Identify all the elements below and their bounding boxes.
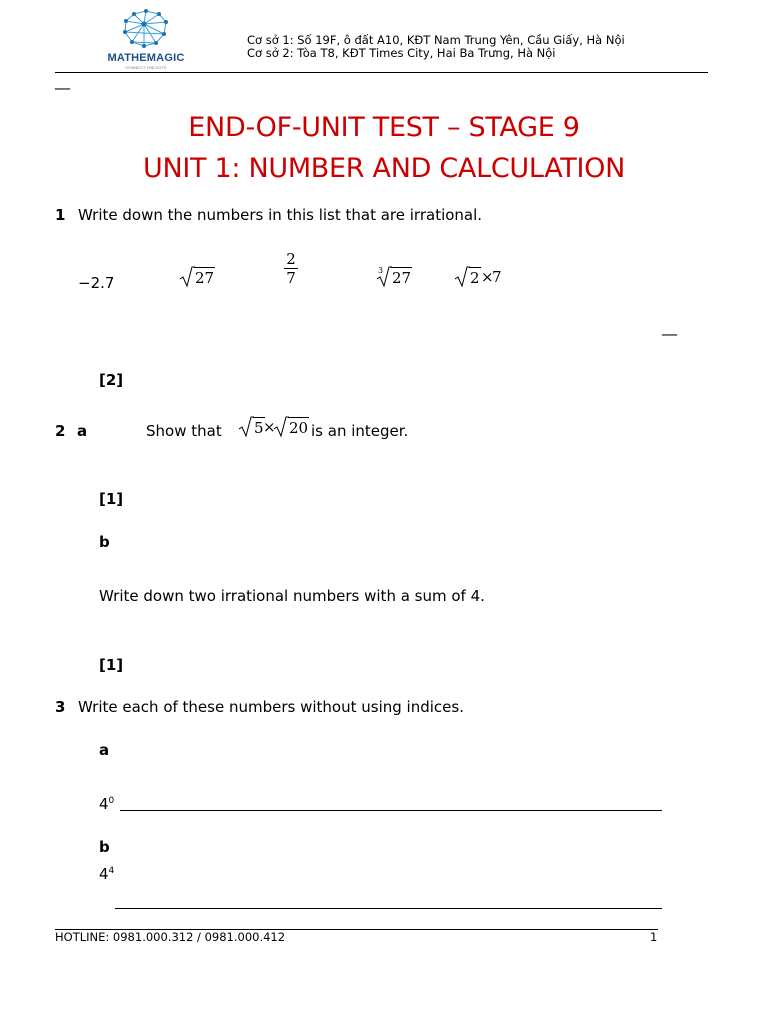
question-3-text: Write each of these numbers without using indices. bbox=[78, 698, 464, 716]
radical-sign-icon bbox=[454, 264, 470, 290]
header-divider-tail: __ bbox=[55, 72, 70, 90]
q3b-answer-line bbox=[115, 908, 662, 909]
page-title: END-OF-UNIT TEST – STAGE 9 bbox=[188, 112, 580, 143]
radical-sign-icon bbox=[273, 414, 289, 440]
factor: 7 bbox=[492, 268, 502, 286]
logo-tagline: CONNECT THE DOTS bbox=[125, 65, 167, 70]
radical-sign-icon bbox=[238, 414, 254, 440]
base: 4 bbox=[99, 865, 109, 883]
q2a-expression bbox=[238, 414, 310, 440]
q1-item-sqrt-27 bbox=[179, 264, 215, 290]
exponent: 4 bbox=[108, 866, 115, 876]
question-3-number: 3 bbox=[55, 698, 66, 716]
fraction-denominator: 7 bbox=[284, 268, 298, 287]
q3a-expression bbox=[99, 795, 114, 813]
header-divider bbox=[55, 72, 708, 73]
logo-wordmark: MATHEMAGIC bbox=[107, 52, 185, 64]
q1-marks: [2] bbox=[99, 371, 124, 389]
exponent: 0 bbox=[108, 796, 115, 806]
question-2a-text-after: is an integer. bbox=[311, 422, 409, 440]
fraction-numerator: 2 bbox=[286, 250, 296, 268]
times-sign: × bbox=[481, 268, 494, 286]
radical-sign-icon bbox=[179, 264, 195, 290]
radicand: 5 bbox=[254, 419, 264, 437]
question-3a-label: a bbox=[99, 741, 110, 759]
network-globe-icon bbox=[104, 8, 188, 52]
address-line-2: Cơ sở 2: Tòa T8, KĐT Times City, Hai Ba Trưng, Hà Nội bbox=[247, 46, 556, 60]
address-line-1: Cơ sở 1: Số 19F, ô đất A10, KĐT Nam Trung Yên, Cầu Giấy, Hà Nội bbox=[247, 33, 625, 47]
radicand: 27 bbox=[392, 269, 412, 287]
times-sign: × bbox=[263, 418, 276, 436]
q3a-answer-line bbox=[120, 810, 662, 811]
q1-item-negative-decimal: −2.7 bbox=[78, 274, 115, 292]
footer-hotline: HOTLINE: 0981.000.312 / 0981.000.412 bbox=[55, 930, 286, 944]
root-index: 3 bbox=[378, 266, 384, 275]
q2b-marks: [1] bbox=[99, 656, 124, 674]
radical-sign-icon bbox=[376, 264, 392, 290]
mathemagic-logo bbox=[104, 8, 194, 72]
q1-answer-line: __ bbox=[662, 318, 677, 336]
page-subtitle: UNIT 1: NUMBER AND CALCULATION bbox=[143, 153, 625, 184]
base: 4 bbox=[99, 795, 109, 813]
question-1-text: Write down the numbers in this list that are irrational. bbox=[78, 206, 483, 224]
question-3b-label: b bbox=[99, 838, 110, 856]
radicand: 20 bbox=[289, 419, 309, 437]
question-2b-label: b bbox=[99, 533, 110, 551]
question-2a-label: a bbox=[77, 422, 88, 440]
page-number: 1 bbox=[650, 930, 658, 944]
question-2b-text: Write down two irrational numbers with a sum of 4. bbox=[99, 587, 485, 605]
q1-item-sqrt-2-times-7 bbox=[454, 264, 514, 290]
radicand: 2 bbox=[470, 269, 480, 287]
q2a-marks: [1] bbox=[99, 490, 124, 508]
radicand: 27 bbox=[195, 269, 215, 287]
q1-item-cube-root-27 bbox=[376, 264, 412, 290]
question-2a-text-before: Show that bbox=[146, 422, 222, 440]
question-1-number: 1 bbox=[55, 206, 66, 224]
q3b-expression bbox=[99, 865, 114, 883]
q1-item-fraction bbox=[284, 250, 298, 287]
question-2-number: 2 bbox=[55, 422, 66, 440]
